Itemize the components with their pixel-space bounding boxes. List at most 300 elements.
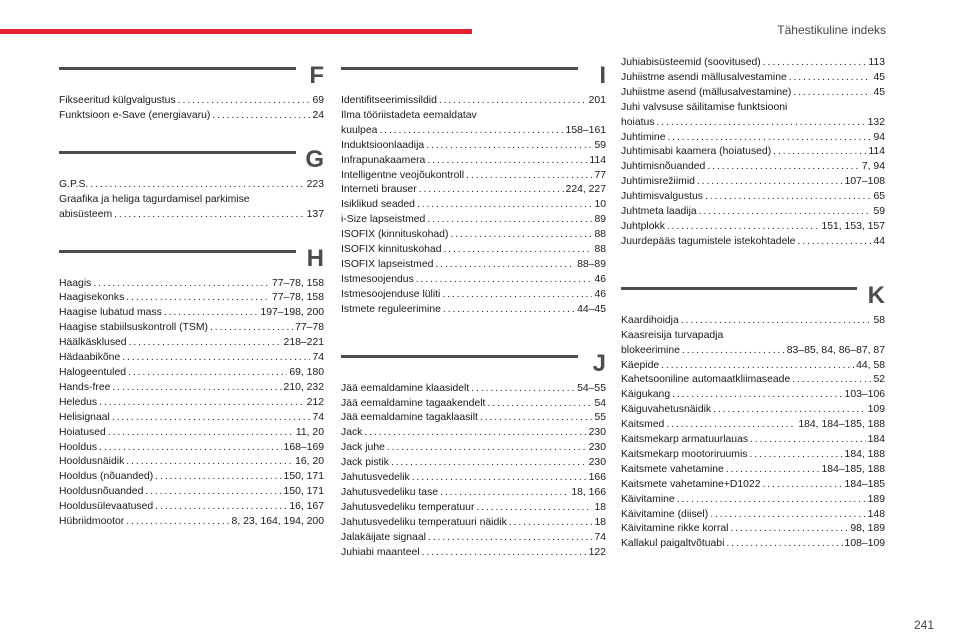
index-entry-row (621, 190, 885, 205)
index-entry[interactable] (621, 160, 885, 175)
index-entry[interactable] (59, 411, 324, 426)
index-entry-pages[interactable]: 103–106 (844, 389, 885, 401)
index-entry[interactable] (621, 205, 885, 220)
index-entry[interactable] (59, 321, 324, 336)
index-entry-pages[interactable]: 113 (868, 57, 885, 68)
index-entry-pages[interactable]: 230 (588, 427, 606, 439)
index-entry-row (341, 441, 606, 456)
index-entry-row (621, 448, 885, 463)
index-entry-pages[interactable]: 8, 23, 164, 194, 200 (231, 516, 324, 528)
index-entry-term: Jahutusvedeliku temperatuuri näidik (341, 516, 507, 528)
index-entry-term: blokeerimine (621, 344, 680, 356)
index-entry-row (621, 537, 885, 552)
section-rule (59, 250, 296, 253)
index-entry[interactable] (59, 396, 324, 411)
index-entry-term: Juhtimisvalgustus (621, 191, 704, 203)
dot-leader (710, 508, 865, 523)
index-entry-pages[interactable]: 59 (873, 206, 885, 218)
index-entry-term: Fikseeritud külgvalgustus (59, 95, 176, 106)
index-entry-pages[interactable]: 69, 180 (289, 366, 324, 378)
index-entry-pages[interactable]: 114 (868, 146, 885, 158)
dot-leader (444, 243, 593, 258)
index-section (341, 64, 606, 318)
dot-leader (789, 71, 872, 86)
index-entry-term: Käivitamine (diisel) (621, 508, 709, 520)
index-entry[interactable] (341, 546, 606, 561)
index-entry[interactable] (341, 183, 606, 198)
dot-leader (699, 205, 872, 220)
index-section (621, 56, 885, 250)
index-entry-row (621, 522, 885, 537)
dot-leader (164, 306, 259, 321)
index-entry-pages[interactable]: 18, 166 (571, 486, 606, 498)
index-entry[interactable] (59, 426, 324, 441)
index-entry[interactable] (621, 388, 885, 403)
index-entry[interactable] (621, 359, 885, 374)
index-entry-row (341, 382, 606, 397)
index-entry-term: Induktsioonlaadija (341, 139, 425, 151)
dot-leader (129, 336, 282, 351)
dot-leader (773, 145, 866, 160)
index-entry[interactable] (621, 403, 885, 418)
index-entry-row (621, 403, 885, 418)
index-entry[interactable] (621, 175, 885, 190)
index-entry[interactable] (59, 366, 324, 381)
section-heading (59, 145, 324, 174)
dot-leader (667, 220, 820, 235)
index-entry-pages[interactable]: 184 (867, 434, 885, 446)
index-entry-pages[interactable]: 16, 167 (289, 501, 324, 513)
index-entry[interactable] (59, 178, 324, 193)
index-entry-pages[interactable]: 148 (867, 508, 885, 520)
index-entry-row (341, 531, 606, 546)
index-entry-pages[interactable]: 166 (588, 472, 606, 484)
dot-leader (435, 258, 575, 273)
section-letter: G (305, 145, 324, 173)
index-entry-pages[interactable]: 184–185, 188 (821, 463, 885, 475)
index-entry-pages[interactable]: 7, 94 (861, 161, 885, 173)
index-section (59, 145, 324, 223)
index-entry-term: Jahutusvedelik (341, 472, 410, 484)
index-entry[interactable] (341, 516, 606, 531)
index-entry-row (341, 426, 606, 441)
index-entry-term: Käigukang (621, 389, 671, 401)
index-entry-row (59, 396, 324, 411)
index-entry[interactable] (59, 291, 324, 306)
index-entry-row (621, 508, 885, 523)
index-section (59, 244, 324, 530)
index-entry-pages[interactable]: 189 (867, 493, 885, 505)
index-entry-pages[interactable]: 184, 184–185, 188 (798, 419, 885, 431)
index-entry[interactable] (341, 531, 606, 546)
index-entry-pages[interactable]: 150, 171 (283, 486, 324, 498)
index-entry-pages[interactable]: 88 (594, 229, 606, 241)
index-entry-pages[interactable]: 212 (306, 396, 324, 408)
index-entry-pages[interactable]: 77–78 (295, 322, 324, 334)
index-entry[interactable] (341, 501, 606, 516)
index-entry-pages[interactable]: 137 (306, 208, 324, 220)
dot-leader (750, 433, 866, 448)
index-entry-term: Hübriidmootor (59, 516, 125, 528)
index-entry[interactable] (59, 351, 324, 366)
index-entry[interactable] (341, 139, 606, 154)
dot-leader (657, 116, 866, 131)
index-entry[interactable] (621, 235, 885, 250)
dot-leader (707, 160, 860, 175)
index-entry[interactable] (59, 500, 324, 515)
index-entry-pages[interactable]: 150, 171 (283, 471, 324, 483)
index-entry-pages[interactable]: 69 (312, 95, 324, 106)
index-section (341, 349, 606, 561)
index-entry-row (59, 109, 324, 124)
index-entry-term: Käiguvahetusnäidik (621, 404, 712, 416)
index-entry-row (59, 455, 324, 470)
index-entry[interactable] (621, 71, 885, 86)
index-entry-row (341, 154, 606, 169)
section-heading (341, 349, 606, 378)
index-entry[interactable] (59, 109, 324, 124)
index-entry-pages[interactable]: 184, 188 (844, 448, 885, 460)
index-entry-pages[interactable]: 88 (594, 244, 606, 256)
index-entry-pages[interactable]: 224, 227 (565, 184, 606, 196)
index-entry-term: Jää eemaldamine tagaakendelt (341, 397, 486, 409)
dot-leader (99, 441, 281, 456)
index-entry[interactable] (621, 493, 885, 508)
dot-leader (661, 359, 854, 374)
index-entry-term: Kaitsmete vahetamine (621, 463, 724, 475)
index-entry-row (341, 273, 606, 288)
dot-leader (672, 388, 842, 403)
index-entry-pages[interactable]: 45 (873, 71, 885, 83)
dot-leader (443, 303, 575, 318)
index-entry-term: Kaitsmed (621, 419, 665, 431)
index-entry-term: Jahutusvedeliku temperatuur (341, 501, 475, 513)
index-entry-term: Juurdepääs tagumistele istekohtadele (621, 235, 796, 247)
index-entry[interactable] (621, 86, 885, 101)
index-entry-pages[interactable]: 98, 189 (850, 523, 885, 535)
page-number: 241 (913, 618, 934, 632)
index-entry[interactable] (621, 463, 885, 478)
index-entry-row (621, 433, 885, 448)
index-entry-pages[interactable]: 168–169 (283, 441, 324, 453)
index-entry[interactable] (621, 522, 885, 537)
index-entry-term: Istmete reguleerimine (341, 303, 441, 315)
index-entry-term: Juhtimisnõuanded (621, 161, 706, 173)
index-entry-pages[interactable]: 18 (594, 501, 606, 513)
index-entry-pages[interactable]: 122 (588, 546, 606, 558)
index-entry-row (341, 303, 606, 318)
index-entry[interactable] (341, 397, 606, 412)
index-entry-term: Hoiatused (59, 426, 106, 438)
dot-leader (792, 373, 871, 388)
index-entry-row (59, 366, 324, 381)
index-entry[interactable] (59, 336, 324, 351)
index-entry[interactable] (341, 273, 606, 288)
index-entry-term: Haagise lubatud mass (59, 307, 162, 319)
index-entry-pages[interactable]: 88–89 (577, 258, 606, 270)
index-entry[interactable] (59, 455, 324, 470)
index-entry-term: Helisignaal (59, 411, 110, 423)
index-entry[interactable] (341, 441, 606, 456)
index-entry[interactable] (621, 508, 885, 523)
index-entry-row (341, 516, 606, 531)
index-entry-pages[interactable]: 83–85, 84, 86–87, 87 (786, 344, 885, 356)
index-entry-text-line: Juhi valvsuse säilitamise funktsiooni (621, 101, 788, 113)
index-entry[interactable] (621, 418, 885, 433)
index-entry[interactable] (621, 56, 885, 71)
index-entry[interactable] (59, 306, 324, 321)
index-entry-term: Halogeentuled (59, 366, 127, 378)
index-entry-pages[interactable]: 107–108 (844, 176, 885, 188)
index-entry-pages[interactable]: 218–221 (283, 337, 324, 349)
dot-leader (155, 470, 281, 485)
index-entry[interactable] (341, 243, 606, 258)
index-entry-pages[interactable]: 54 (594, 397, 606, 409)
index-column-2 (341, 64, 606, 560)
index-entry-term: ISOFIX lapseistmed (341, 258, 434, 270)
index-entry-row (341, 258, 606, 273)
index-entry-row (341, 94, 606, 109)
index-entry-term: Häälkäsklused (59, 337, 127, 349)
index-entry-row (59, 336, 324, 351)
index-entry-pages[interactable]: 201 (588, 95, 606, 106)
index-entry-pages[interactable]: 74 (312, 352, 324, 364)
index-entry-row (621, 344, 885, 359)
index-entry[interactable] (341, 198, 606, 213)
dot-leader (178, 94, 311, 109)
index-entry-pages[interactable]: 52 (873, 374, 885, 386)
index-entry-term: Juhtmeta laadija (621, 206, 697, 218)
index-entry-row (59, 351, 324, 366)
index-entry[interactable] (59, 470, 324, 485)
index-entry-term: i-Size lapseistmed (341, 214, 426, 226)
index-entry[interactable] (621, 314, 885, 329)
index-entry-pages[interactable]: 77–78, 158 (271, 292, 324, 304)
index-entry-pages[interactable]: 45 (873, 86, 885, 98)
index-entry[interactable] (341, 213, 606, 228)
index-entry-term: Käivitamine (621, 493, 675, 505)
index-entry-row (341, 243, 606, 258)
index-entry-pages[interactable]: 46 (594, 273, 606, 285)
index-entry[interactable] (621, 478, 885, 493)
index-entry-pages[interactable]: 58 (873, 314, 885, 326)
dot-leader (697, 175, 843, 190)
index-entry-pages[interactable]: 77 (594, 169, 606, 181)
section-letter: J (592, 349, 606, 377)
section-rule (621, 287, 857, 290)
index-entry-row (341, 471, 606, 486)
index-entry-pages[interactable]: 18 (594, 516, 606, 528)
index-entry-pages[interactable]: 44 (873, 235, 885, 247)
index-entry-text-line: Graafika ja heliga tagurdamisel parkimise (59, 193, 250, 205)
index-entry-row (621, 418, 885, 433)
index-entry-pages[interactable]: 24 (312, 109, 324, 121)
dot-leader (682, 344, 785, 359)
index-entry-term: Hands-free (59, 381, 111, 393)
index-entry[interactable] (341, 169, 606, 184)
index-section (621, 281, 885, 553)
index-entry[interactable] (59, 441, 324, 456)
index-entry-pages[interactable]: 223 (306, 178, 324, 190)
index-entry[interactable] (59, 485, 324, 500)
index-entry[interactable] (341, 258, 606, 273)
index-entry-term: abisüsteem (59, 208, 113, 220)
dot-leader (763, 478, 843, 493)
dot-leader (417, 198, 593, 213)
index-entry[interactable] (341, 228, 606, 243)
index-entry[interactable] (341, 471, 606, 486)
index-entry-pages[interactable]: 151, 153, 157 (821, 220, 885, 232)
index-entry-term: Kaitsmekarp armatuurlauas (621, 434, 749, 446)
index-entry[interactable] (59, 193, 324, 223)
index-entry-term: Kallakul paigaltvõtuabi (621, 538, 725, 550)
dot-leader (364, 426, 586, 441)
index-entry-row (59, 321, 324, 336)
index-entry-pages[interactable]: 11, 20 (295, 426, 324, 438)
running-header-title: Tähestikuline indeks (777, 23, 886, 37)
header-accent-bar (0, 29, 472, 34)
index-entry-pages[interactable]: 44–45 (577, 303, 606, 315)
index-entry[interactable] (341, 411, 606, 426)
index-entry-pages[interactable]: 210, 232 (283, 381, 324, 393)
index-entry[interactable] (341, 456, 606, 471)
index-entry-row (621, 235, 885, 250)
index-entry-pages[interactable]: 16, 20 (295, 456, 324, 468)
index-section (59, 64, 324, 124)
index-entry[interactable] (621, 373, 885, 388)
index-entry-pages[interactable]: 132 (867, 116, 885, 128)
index-entry[interactable] (621, 101, 885, 131)
index-entry[interactable] (341, 486, 606, 501)
index-entry-term: ISOFIX kinnituskohad (341, 244, 442, 256)
index-entry-row (621, 86, 885, 101)
index-entry-row (59, 515, 324, 530)
index-entry-row (341, 183, 606, 198)
index-entry-pages[interactable]: 109 (867, 404, 885, 416)
index-entry[interactable] (621, 145, 885, 160)
index-entry-pages[interactable]: 230 (588, 442, 606, 454)
dot-leader (509, 516, 593, 531)
index-entry[interactable] (621, 190, 885, 205)
dot-leader (677, 493, 866, 508)
index-entry-term: Jää eemaldamine tagaklaasilt (341, 412, 478, 424)
index-entry[interactable] (341, 288, 606, 303)
index-entry[interactable] (59, 94, 324, 109)
index-entry[interactable] (621, 220, 885, 235)
index-entry[interactable] (59, 277, 324, 292)
index-entry-row (341, 139, 606, 154)
section-letter: I (599, 62, 606, 89)
index-entry-pages[interactable]: 230 (588, 457, 606, 469)
index-entry-pages[interactable]: 59 (594, 139, 606, 151)
index-entry-term: G.P.S. (59, 178, 89, 190)
index-entry-pages[interactable]: 65 (873, 191, 885, 203)
index-entry-pages[interactable]: 197–198, 200 (260, 307, 324, 319)
dot-leader (749, 448, 842, 463)
index-entry-row (341, 486, 606, 501)
dot-leader (705, 190, 871, 205)
index-entry-text-line: Kaasreisija turvapadja (621, 329, 724, 341)
index-entry-pages[interactable]: 108–109 (844, 538, 885, 550)
section-heading (341, 64, 606, 90)
index-entry-pages[interactable]: 46 (594, 288, 606, 300)
dot-leader (726, 537, 842, 552)
index-entry-term: Haagisekonks (59, 292, 125, 304)
index-entry-row (341, 456, 606, 471)
index-entry[interactable] (341, 382, 606, 397)
index-entry-term: Käivitamine rikke korral (621, 523, 729, 535)
index-entry-term: Hooldusülevaatused (59, 501, 154, 513)
index-entry-term: Jack juhe (341, 442, 385, 454)
index-entry[interactable] (621, 433, 885, 448)
index-entry-pages[interactable]: 77–78, 158 (271, 277, 324, 289)
index-entry-row (59, 485, 324, 500)
index-entry[interactable] (341, 303, 606, 318)
index-entry-pages[interactable]: 184–185 (844, 478, 885, 490)
index-entry-term: Jää eemaldamine klaasidelt (341, 382, 470, 394)
index-entry[interactable] (341, 426, 606, 441)
index-entry-term: Juhtplokk (621, 220, 665, 232)
index-entry[interactable] (621, 329, 885, 359)
index-entry-row (341, 501, 606, 516)
index-entry-term: Jack (341, 427, 363, 439)
index-entry-row (59, 178, 324, 193)
index-entry-pages[interactable]: 94 (873, 131, 885, 143)
index-entry-row (59, 500, 324, 515)
dot-leader (713, 403, 866, 418)
index-entry-pages[interactable]: 44, 58 (856, 359, 885, 371)
index-entry[interactable] (341, 109, 606, 139)
index-entry-term: Juhiistme asend (mällusalvestamine) (621, 86, 792, 98)
section-rule (341, 355, 578, 358)
index-entry-row (621, 493, 885, 508)
index-entry[interactable] (341, 94, 606, 109)
dot-leader (428, 531, 593, 546)
index-entry[interactable] (621, 131, 885, 146)
dot-leader (155, 500, 287, 515)
index-entry[interactable] (621, 448, 885, 463)
index-entry-pages[interactable]: 54–55 (577, 382, 606, 394)
dot-leader (126, 455, 293, 470)
index-entry-row (59, 470, 324, 485)
index-entry-row (59, 94, 324, 109)
dot-leader (427, 213, 592, 228)
index-entry[interactable] (59, 381, 324, 396)
section-rule (59, 151, 296, 154)
index-entry-row (621, 145, 885, 160)
index-entry-row (59, 411, 324, 426)
index-entry-pages[interactable]: 10 (594, 199, 606, 211)
index-entry[interactable] (341, 154, 606, 169)
index-entry-pages[interactable]: 114 (589, 154, 606, 166)
index-entry-pages[interactable]: 55 (594, 412, 606, 424)
index-entry-pages[interactable]: 74 (312, 411, 324, 423)
index-entry-row (59, 426, 324, 441)
dot-leader (466, 169, 592, 184)
index-entry[interactable] (59, 515, 324, 530)
index-entry-term: Infrapunakaamera (341, 154, 426, 166)
index-entry-term: Hooldus (nõuanded) (59, 471, 154, 483)
index-entry-pages[interactable]: 158–161 (565, 124, 606, 136)
index-entry-row (621, 388, 885, 403)
dot-leader (412, 471, 587, 486)
index-entry-row (621, 478, 885, 493)
index-entry-pages[interactable]: 89 (594, 214, 606, 226)
index-entry[interactable] (621, 537, 885, 552)
dot-leader (793, 86, 871, 101)
index-entry-row (59, 208, 324, 223)
index-entry-pages[interactable]: 74 (594, 531, 606, 543)
